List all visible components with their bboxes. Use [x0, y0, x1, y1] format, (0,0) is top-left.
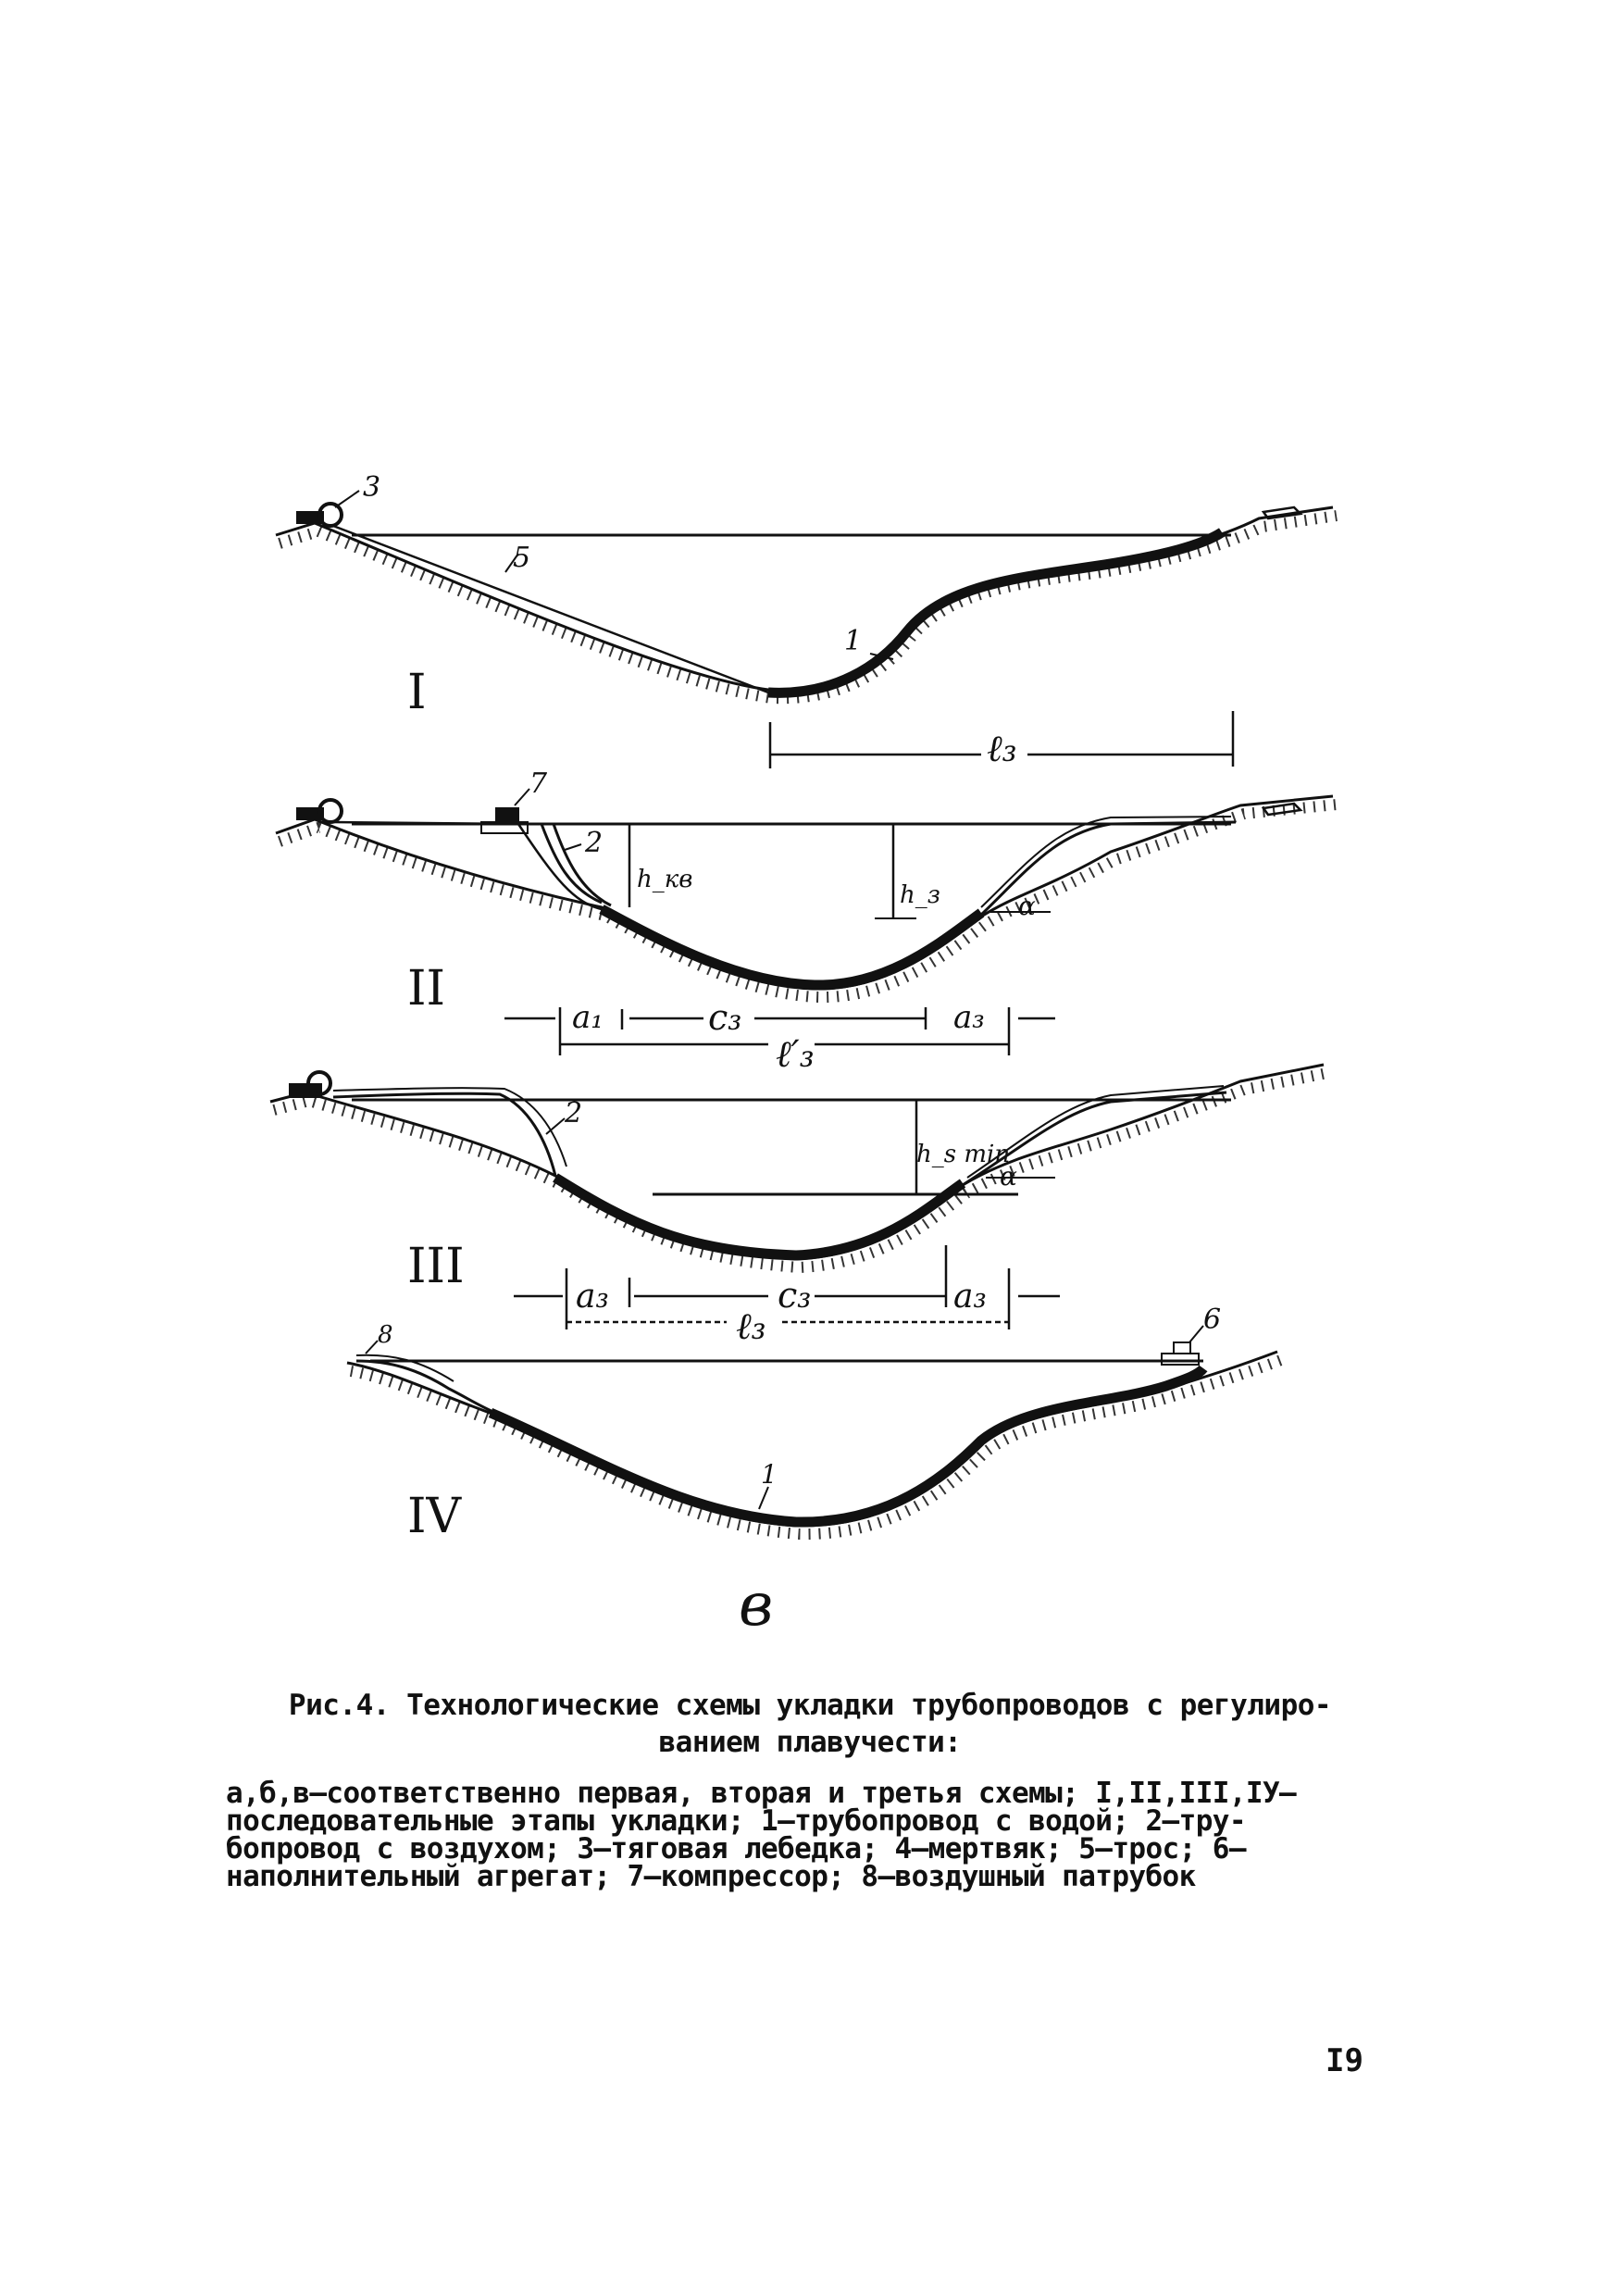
stage-4-ground [347, 1352, 1277, 1526]
dim-c-stage-2: c₃ [708, 997, 742, 1038]
stage-1-cable [333, 526, 768, 693]
stage-1-winch [296, 504, 342, 526]
dim-a-left-stage-2: a₁ [572, 999, 604, 1036]
caption-title-line-1: Рис.4. Технологические схемы укладки трубопроводов с регулиро- [288, 1689, 1332, 1722]
callout-5: 5 [513, 542, 531, 574]
stage-1-hatching [280, 516, 1337, 698]
stage-4-pipe-water [491, 1368, 1203, 1522]
callout-2-stage-2: 2 [585, 827, 604, 859]
page-number: I9 [1326, 2042, 1363, 2079]
figure-caption-title [208, 1687, 1412, 1761]
stage-1-diagram [276, 471, 1337, 770]
stage-3-winch [289, 1072, 330, 1098]
caption-body-line-2: последовательные этапы укладки; 1–трубопровод с водой; 2–тру- [226, 1804, 1246, 1838]
dim-l-stage-3: ℓ₃ [736, 1305, 766, 1348]
callout-1-stage-4: 1 [761, 1459, 778, 1490]
caption-body-line-3: бопровод с воздухом; 3–тяговая лебедка; 4–мертвяк; 5–трос; 6– [226, 1832, 1246, 1866]
dim-h-left: h_кв [637, 866, 693, 893]
stage-label-4: IV [407, 1489, 462, 1544]
callout-8: 8 [378, 1321, 393, 1349]
dim-a-right-stage-3: a₃ [953, 1278, 987, 1316]
stage-3-diagram [270, 1065, 1327, 1348]
dim-a-left-stage-3: a₃ [576, 1278, 609, 1316]
caption-body-line-1: а,б,в–соответственно первая, вторая и третья схемы; I,II,III,IУ– [226, 1777, 1297, 1810]
variant-letter: в [739, 1571, 774, 1629]
stage-1-pipe-water [768, 532, 1222, 693]
stage-label-2: II [407, 961, 446, 1017]
caption-body-line-4: наполнительный агрегат; 7–компрессор; 8–воздушный патрубок [226, 1860, 1196, 1893]
stage-4-diagram [347, 1304, 1281, 1544]
dim-angle-stage-2: α [1018, 891, 1036, 921]
dim-h-right: h_з [900, 881, 940, 909]
stage-label-3: III [407, 1239, 465, 1294]
stage-2-diagram [276, 767, 1337, 1076]
caption-title-line-2: ванием плавучести: [658, 1726, 962, 1759]
figure-caption-legend [226, 1777, 1420, 1893]
dim-angle-stage-3: α [1000, 1161, 1017, 1192]
dim-l-stage-2: ℓ′₃ [776, 1033, 815, 1076]
callout-2-stage-3: 2 [565, 1097, 583, 1129]
dim-c-stage-3: c₃ [778, 1275, 812, 1316]
dim-h-stage-3: h_s min [916, 1141, 1011, 1168]
dim-span-stage-1: ℓ₃ [987, 728, 1017, 770]
stage-label-1: I [407, 665, 427, 720]
callout-7: 7 [529, 767, 548, 800]
stage-2-winch [296, 800, 342, 822]
callout-1-stage-1: 1 [844, 625, 863, 657]
stage-2-pipe-water [602, 909, 981, 985]
dim-a-right-stage-2: a₃ [953, 999, 985, 1036]
stage-4-hatching [351, 1360, 1281, 1534]
callout-6: 6 [1203, 1304, 1222, 1336]
callout-3: 3 [363, 471, 381, 504]
